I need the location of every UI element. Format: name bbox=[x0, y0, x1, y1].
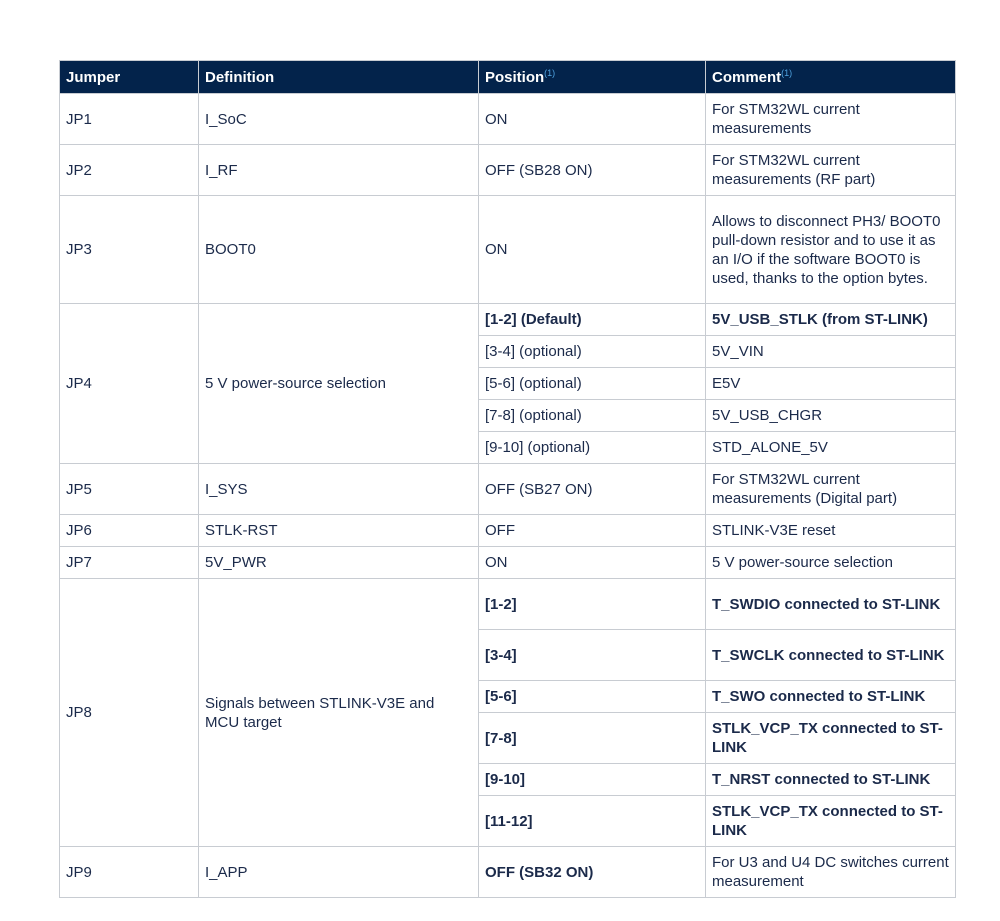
jumper-cell: JP3 bbox=[60, 196, 199, 304]
comment-cell: T_SWCLK connected to ST-LINK bbox=[706, 630, 956, 681]
jumper-cell: JP4 bbox=[60, 304, 199, 464]
table-row bbox=[60, 464, 956, 515]
definition-cell: I_SYS bbox=[199, 464, 479, 515]
position-cell: ON bbox=[479, 94, 706, 145]
comment-cell: T_SWO connected to ST-LINK bbox=[706, 681, 956, 713]
definition-cell: STLK-RST bbox=[199, 515, 479, 547]
comment-cell: T_SWDIO connected to ST-LINK bbox=[706, 579, 956, 630]
table-row bbox=[60, 145, 956, 196]
position-cell: OFF (SB27 ON) bbox=[479, 464, 706, 515]
header-position bbox=[479, 61, 706, 94]
position-cell: OFF (SB32 ON) bbox=[479, 847, 706, 898]
header-definition: Definition bbox=[199, 61, 479, 94]
comment-cell: 5V_VIN bbox=[706, 336, 956, 368]
position-cell: [3-4] (optional) bbox=[479, 336, 706, 368]
comment-cell: E5V bbox=[706, 368, 956, 400]
comment-cell: Allows to disconnect PH3/ BOOT0 pull-down resistor and to use it as an I/O if the software BOOT0 is used, thanks to the option bytes. bbox=[706, 196, 956, 304]
header-jumper: Jumper bbox=[60, 61, 199, 94]
jumper-cell: JP2 bbox=[60, 145, 199, 196]
table-row bbox=[60, 196, 956, 304]
jumper-cell: JP7 bbox=[60, 547, 199, 579]
table-row bbox=[60, 94, 956, 145]
jumper-cell: JP9 bbox=[60, 847, 199, 898]
comment-cell: For U3 and U4 DC switches current measurement bbox=[706, 847, 956, 898]
position-cell: [5-6] bbox=[479, 681, 706, 713]
comment-cell: STLK_VCP_TX connected to ST-LINK bbox=[706, 796, 956, 847]
table-row bbox=[60, 304, 956, 336]
comment-cell: STLK_VCP_TX connected to ST-LINK bbox=[706, 713, 956, 764]
position-cell: [11-12] bbox=[479, 796, 706, 847]
position-cell: [5-6] (optional) bbox=[479, 368, 706, 400]
definition-cell: I_APP bbox=[199, 847, 479, 898]
comment-cell: 5 V power-source selection bbox=[706, 547, 956, 579]
comment-cell: 5V_USB_CHGR bbox=[706, 400, 956, 432]
table-row bbox=[60, 579, 956, 630]
definition-cell: Signals between STLINK-V3E and MCU target bbox=[199, 579, 479, 847]
header-comment-footnote: (1) bbox=[781, 68, 793, 78]
definition-cell: 5 V power-source selection bbox=[199, 304, 479, 464]
comment-cell: 5V_USB_STLK (from ST-LINK) bbox=[706, 304, 956, 336]
position-cell: ON bbox=[479, 547, 706, 579]
position-cell: [1-2] bbox=[479, 579, 706, 630]
jumper-cell: JP6 bbox=[60, 515, 199, 547]
position-cell: [7-8] bbox=[479, 713, 706, 764]
definition-cell: BOOT0 bbox=[199, 196, 479, 304]
definition-cell: I_RF bbox=[199, 145, 479, 196]
position-cell: [3-4] bbox=[479, 630, 706, 681]
header-comment-label: Comment bbox=[712, 69, 782, 86]
jumper-cell: JP8 bbox=[60, 579, 199, 847]
position-cell: OFF bbox=[479, 515, 706, 547]
table-row bbox=[60, 847, 956, 898]
position-cell: [9-10] bbox=[479, 764, 706, 796]
header-position-footnote: (1) bbox=[544, 68, 556, 78]
table-header-row bbox=[60, 61, 956, 94]
jumper-table bbox=[59, 60, 956, 898]
comment-cell: STLINK-V3E reset bbox=[706, 515, 956, 547]
comment-cell: T_NRST connected to ST-LINK bbox=[706, 764, 956, 796]
table-row bbox=[60, 515, 956, 547]
header-position-label: Position bbox=[485, 69, 545, 86]
definition-cell: I_SoC bbox=[199, 94, 479, 145]
position-cell: ON bbox=[479, 196, 706, 304]
position-cell: [1-2] (Default) bbox=[479, 304, 706, 336]
table-row bbox=[60, 547, 956, 579]
definition-cell: 5V_PWR bbox=[199, 547, 479, 579]
jumper-cell: JP5 bbox=[60, 464, 199, 515]
position-cell: [7-8] (optional) bbox=[479, 400, 706, 432]
position-cell: [9-10] (optional) bbox=[479, 432, 706, 464]
header-comment bbox=[706, 61, 956, 94]
comment-cell: For STM32WL current measurements (Digital part) bbox=[706, 464, 956, 515]
position-cell: OFF (SB28 ON) bbox=[479, 145, 706, 196]
comment-cell: For STM32WL current measurements (RF part) bbox=[706, 145, 956, 196]
comment-cell: For STM32WL current measurements bbox=[706, 94, 956, 145]
jumper-cell: JP1 bbox=[60, 94, 199, 145]
comment-cell: STD_ALONE_5V bbox=[706, 432, 956, 464]
